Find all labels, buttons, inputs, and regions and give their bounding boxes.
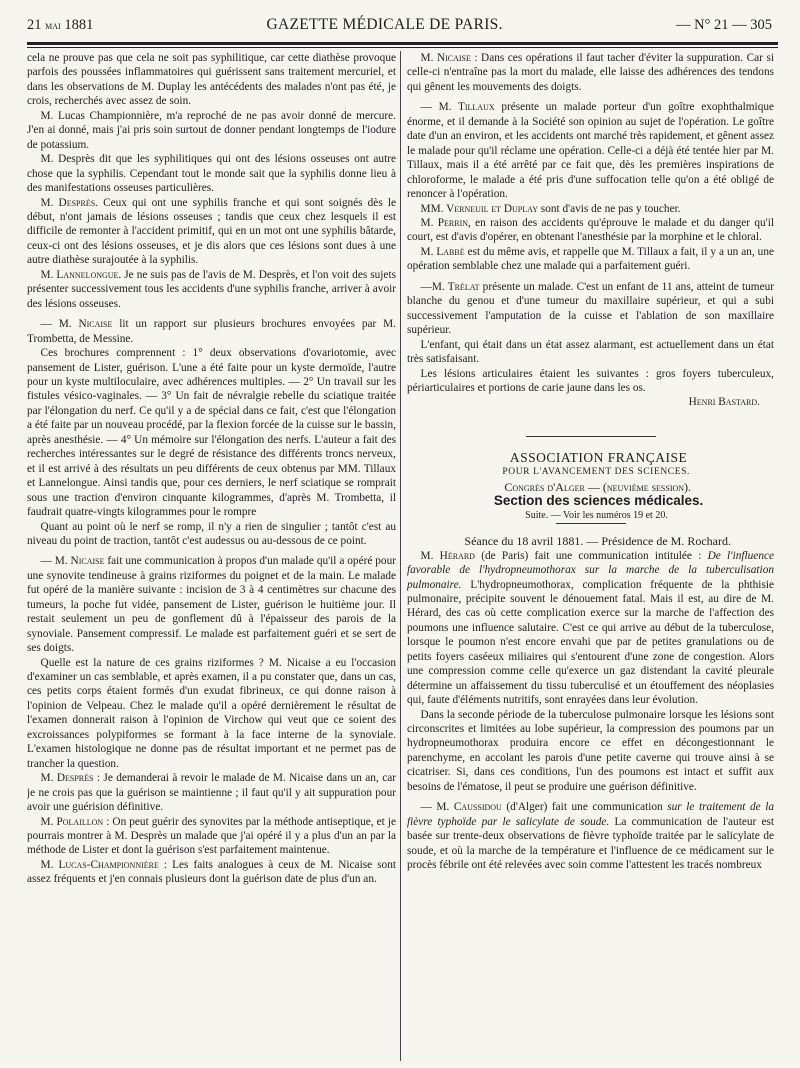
paragraph: Dans la seconde période de la tuberculose pulmonaire lorsque les lésions sont circonscrites et limitées au lobe supérieur, la compression des poumons par un hydropneumothorax produira encore ce effet en décongestionnant le parenchyme, en accolant les parois d'une petite caverne qui trouve ainsi à se cicatriser. Si, dans ces conditions, l'un des poumons est intact et suffit aux besoins de l'ématose, il peut se produire une guérison définitive. — [407, 708, 774, 793]
speaker-name: M. Hérard — [420, 549, 475, 562]
date-month: mai — [45, 18, 61, 32]
publication-title: GAZETTE MÉDICALE DE PARIS. — [266, 16, 503, 33]
page-header — [27, 16, 778, 36]
paragraph-text: est du même avis, et rappelle que M. Tillaux a fait, il y a un an, une opération semblable chez une malade qui a parfaitement guéri. — [407, 245, 774, 273]
paragraph — [27, 268, 396, 311]
text-columns — [27, 51, 778, 1061]
paragraph-text: sont d'avis de ne pas y toucher. — [537, 202, 681, 215]
header-rule-thick — [27, 42, 778, 45]
session-heading: Séance du 18 avril 1881. — Présidence de M. Rochard. — [464, 534, 731, 549]
paragraph-text: (d'Alger) fait une communication — [501, 801, 668, 814]
paragraph — [407, 216, 774, 245]
paragraph: Ces brochures comprennent : 1° deux observations d'ovariotomie, avec pansement de Lister, guérison. L'une a été faite pour un kyste dermoïde, l'autre pour un kyste multiloculaire, avec adhérences multiples. — 2° Un travail sur les fistules vésico-vaginales. — 3° Un fait de névralgie rebelle du sciatique traitée par l'élongation du nerf. Ce qu'il y a de spécial dans ce fait, c'est que l'élongation a été faite par un nouveau procédé, par la flexion forcée de la cuisse sur le bassin, après anesthésie. — 4° Un mémoire sur l'élongation des nerfs. L'auteur a fait des recherches intéressantes sur le degré de résistance des différents troncs nerveux, et il est arrivé à des résultats un peu différents de ceux obtenus par MM. Tillaux et Lannelongue. Ainsi tandis que, pour ces derniers, le nerf sciatique se romprait sous une traction d'environ cinquante kilogrammes, d'après M. Trombetta, il faudrait quatre-vingts kilogrammes pour le rompre — [27, 347, 396, 519]
paragraph — [27, 317, 396, 346]
paragraph-text: : Dans ces opérations il faut tacher d'éviter la suppuration. Car si celle-ci n'entraîne pas la mort du malade, elle laisse des adhérences des tendons qui gênent les mouvements des doigts. — [407, 52, 774, 93]
speaker-name: — M. Nicaise — [40, 318, 113, 331]
paragraph: L'enfant, qui était dans un état assez alarmant, est actuellement dans un état très satisfaisant. — [407, 338, 774, 366]
association-subheading: POUR L'AVANCEMENT DES SCIENCES. — [502, 467, 691, 478]
paragraph: Les lésions articulaires étaient les suivantes : gros foyers tuberculeux, périarticulaires et portions de carie jaune dans les os. — [407, 367, 774, 394]
paragraph — [407, 100, 774, 201]
paragraph — [27, 771, 396, 814]
left-column — [27, 51, 400, 1061]
speaker-name: —M. Trélat — [420, 280, 480, 293]
paragraph — [407, 800, 774, 872]
paragraph — [27, 554, 396, 655]
speaker-name: M. Lannelongue. — [40, 268, 122, 281]
speaker-name: — M. Tillaux — [420, 101, 495, 114]
paragraph-text: L'hydropneumothorax, complication fréquente de la phthisie pulmonaire, précipite souvent le dénouement fatal. Mais il est, au dire de M. Hérard, des cas où cette complication exerce sur la marche de l'affection des poumons une influence salutaire. C'est ce qui arrive au début de la tuberculose, lorsque le poumon n'est encore envahi que par de petites granulations ou de petits foyers caséeux miliaires qui s'entourent d'une zone de congestion. Alors une compression comme celle qu'exerce un gaz distendant la cavité pleurale détermine un affaissement du tissu tuberculisé et un étouffement des néoplasies qui, faute d'éléments nutritifs, sont enrayées dans leur évolution. — [407, 578, 774, 707]
communication-title: sur le traitement de la fièvre typhoïde par le salicylate de soude. — [407, 801, 774, 828]
paragraph — [407, 549, 774, 708]
paragraph: cela ne prouve pas que cela ne soit pas syphilitique, car cette diathèse provoque parfois des poussées inflammatoires qui guérissent sans traitement mercuriel, et dans les observations de M. Duplay les antécédents des malades n'ont pas été, je crois, recherchés avec assez de soin. — [27, 52, 396, 108]
issue-page — [676, 17, 772, 34]
speaker-name: — M. Nicaise — [40, 555, 105, 568]
short-divider — [556, 523, 626, 524]
header-rule-thin — [27, 47, 778, 48]
speaker-name: M. Nicaise — [420, 52, 471, 64]
issue-number: — N° 21 — — [675, 17, 747, 33]
speaker-name: — M. Caussidou — [420, 801, 502, 814]
paragraph-text: en raison des accidents qu'éprouve le malade et du danger qu'il court, est d'avis d'opérer, en obtenant l'anesthésie par la morphine et le chloral. — [407, 216, 774, 244]
continued-note: Suite. — Voir les numéros 19 et 20. — [525, 509, 668, 521]
paragraph-text: : Je demanderai à revoir le malade de M. Nicaise dans un an, car je ne crois pas que la guérison se maintienne ; il faut qu'il y ait suppuration pour avoir une guérision définitive. — [27, 772, 396, 814]
speaker-name: M. Perrin, — [420, 216, 471, 229]
date-year: 1881 — [64, 17, 94, 33]
speaker-name: M. Lucas-Championnière — [40, 858, 159, 871]
paragraph-text: lit un rapport sur plusieurs brochures envoyées par M. Trombetta, de Messine. — [27, 318, 397, 345]
paragraph — [407, 280, 774, 338]
paragraph-text: présente un malade. C'est un enfant de 11 ans, atteint de tumeur blanche du genou et d'une tumeur du maxillaire supérieur, et qui a subi successivement l'amputation de la cuisse et l'ablation de son maxillaire supérieur. — [407, 280, 774, 337]
paragraph — [27, 858, 396, 887]
paragraph — [27, 196, 396, 268]
paragraph-text: Ceux qui ont une syphilis franche et qui sont soignés dès le début, n'ont jamais de lésions osseuses ; tandis que ceux chez lesquels il est difficile de remonter à l'accident primitif, qui en un mot ont une syphilis bâtarde, ceux-ci ont des lésions osseuses, et je dis alors que ces lésions sont dues à une autre diathèse surajoutée à la syphilis. — [27, 196, 396, 267]
paragraph-text: Je ne suis pas de l'avis de M. Desprès, et l'on voit des sujets présenter successivement tous les accidents d'une syphilis franche, arriver à avoir des lésions osseuses. — [27, 268, 396, 310]
congress-heading: Congrès d'Alger — (neuvième session). — [504, 479, 692, 494]
section-divider — [526, 436, 656, 437]
paragraph-text: fait une communication à propos d'un malade qu'il a opéré pour une synovite tendineuse à grains riziformes du poignet et de la main. Le malade fut opéré de la manière suivante : incision de 3 à 4 centimètres sur chacune des tumeurs, la poche fut vidée, pansement de Lister, guérison le huitième jour. Il restait seulement un peu de gonflement dû à l'épaisseur des parois de la synoviale. Pansement compressif. Le malade est parfaitement guéri et se sert de ses doigts. — [27, 555, 396, 655]
paragraph: M. Lucas Championnière, m'a reproché de ne pas avoir donné de mercure. J'en ai donné, mais j'ai pris soin surtout de donner pendant longtemps de l'iodure de potassium. — [27, 109, 396, 151]
paragraph — [27, 815, 396, 858]
paragraph: Quelle est la nature de ces grains riziformes ? M. Nicaise a eu l'occasion d'examiner un cas semblable, et après examen, il a pu constater que, dans un cas, ces petits corps étaient formés d'un exudat fibrineux, ce qui donne raison à l'opinion de Velpeau. Chez le malade qu'il a opéré dernièrement le résultat de l'examen donnerait raison à l'opinion de Virchow qui veut que ce soient des excroissances polypiformes se formant à la face interne de la synoviale. L'examen histologique ne donne pas de résultat important et ne permet pas de trancher la question. — [27, 656, 396, 770]
paragraph-text: (de Paris) fait une communication intitulée : — [474, 549, 708, 562]
paragraph — [407, 51, 774, 94]
date-day: 21 — [27, 17, 42, 33]
author-signature: Henri Bastard. — [688, 396, 760, 409]
page-number: 305 — [750, 17, 772, 33]
right-column — [401, 51, 774, 1061]
paragraph-text: présente un malade porteur d'un goître exophthalmique énorme, et il demande à la Société son opinion au sujet de l'opération. Le goître date d'un an environ, et les accidents ont marché très rapidement, et gênent assez le malade pour qu'il réclame une opération. Celle-ci a déjà été tentée hier par M. Tillaux, mais il a été arrêté par ce fait que, dès les premières inspirations de chloroforme, le malade a été pris d'une suffocation telle qu'on a été obligé de renoncer à l'opération. — [407, 101, 774, 201]
association-heading: ASSOCIATION FRANÇAISE — [509, 449, 688, 465]
paragraph-text: : Les faits analogues à ceux de M. Nicaise sont assez fréquents et j'en connais plusieurs dont la guérison date de plus d'un an. — [27, 858, 396, 886]
section-heading: Section des sciences médicales. — [493, 493, 704, 509]
paragraph: Quant au point où le nerf se romp, il n'y a rien de singulier ; tantôt c'est au niveau du point de traction, tantôt c'est audessus ou au-dessous de ce point. — [27, 520, 396, 547]
paragraph-text: La communication de l'auteur est basée sur trente-deux observations de fièvre typhoïde traitée par le salicylate de soude, et où la marche de la température et l'influence de ce médicament sur le procès fébrile ont été relevées avec soin comme l'attestent les tracés nombreux — [407, 815, 774, 872]
paragraph — [407, 245, 774, 274]
speaker-name: MM. Verneuil et Duplay — [420, 202, 538, 215]
speaker-name: M. Desprès. — [40, 196, 98, 209]
speaker-name: M. Desprès — [40, 772, 94, 785]
speaker-name: M. Labbé — [420, 245, 465, 258]
communication-title: De l'influence favorable de l'hydropneumothorax sur la marche de la tuberculisation pulmonaire. — [407, 549, 774, 591]
issue-date — [27, 17, 93, 34]
paragraph-text: : On peut guérir des synovites par la méthode antiseptique, et je pourrais montrer à M. Desprès un malade que j'ai opéré il y a plus d'un an par la méthode de Lister et dont la guérison s'est parfaitement maintenue. — [27, 815, 396, 857]
paragraph: M. Desprès dit que les syphilitiques qui ont des lésions osseuses ont autre chose que la syphilis. Cependant tout le monde sait que la syphilis donne lieu à des manifestations osseuses particulières. — [27, 153, 396, 195]
paragraph — [407, 202, 774, 216]
speaker-name: M. Polaillon — [40, 815, 104, 828]
